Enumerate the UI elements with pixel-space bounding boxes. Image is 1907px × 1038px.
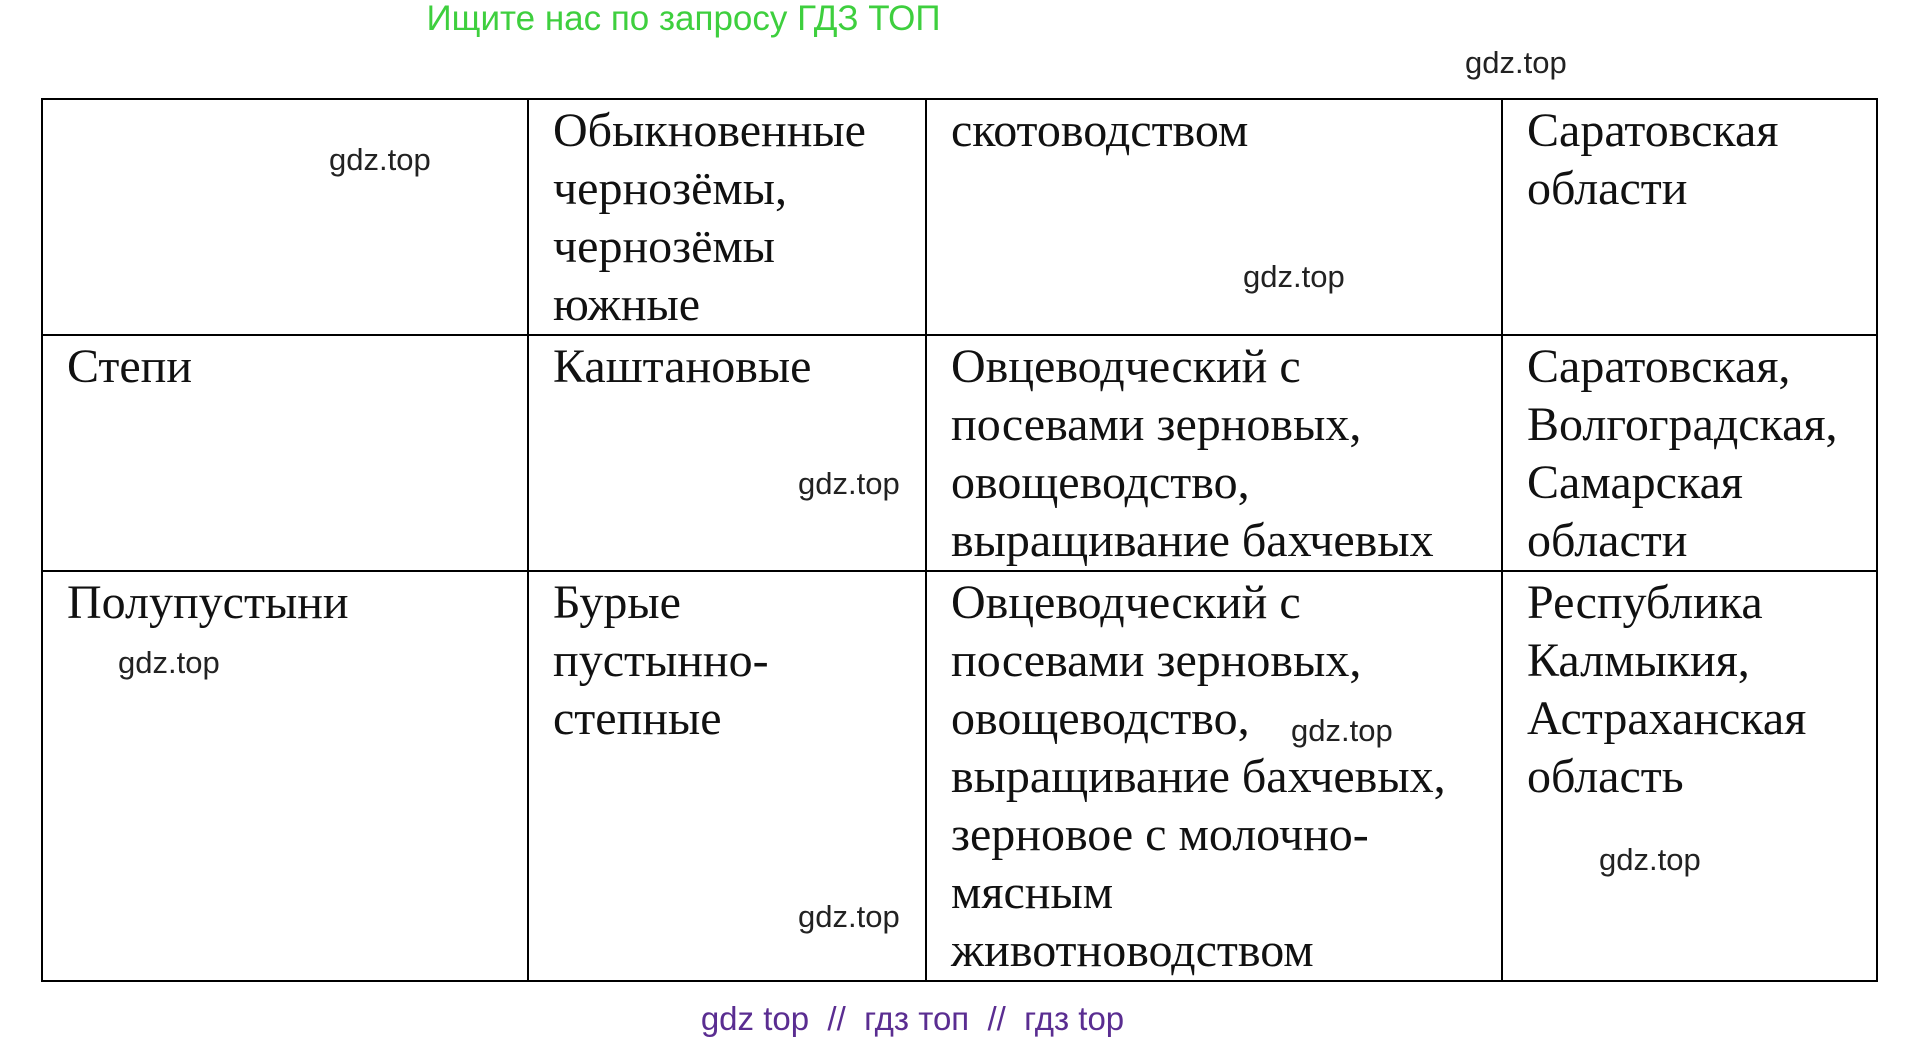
site-banner [0, 0, 1907, 38]
zone-cell [42, 99, 528, 335]
soil-cell: Каштановые [528, 335, 926, 571]
zone-cell: Полупустыни [42, 571, 528, 981]
watermark: gdz.top [1243, 259, 1345, 294]
watermark: gdz.top [1291, 713, 1393, 748]
regions-cell: Саратовская области [1502, 99, 1877, 335]
watermark: gdz.top [118, 645, 220, 680]
site-banner-text: Ищите нас по запросу ГДЗ ТОП [426, 0, 941, 38]
agriculture-cell: скотоводством [926, 99, 1502, 335]
watermark: gdz.top [798, 899, 900, 934]
zone-cell: Степи [42, 335, 528, 571]
site-footer-text: gdz top // гдз топ // гдз top [700, 1000, 1125, 1037]
soil-cell: Бурые пустынно- степные [528, 571, 926, 981]
table-row [42, 571, 1877, 981]
table-row [42, 335, 1877, 571]
table-row [42, 99, 1877, 335]
agriculture-cell: Овцеводческий с посевами зерновых, овощеводство, выращивание бахчевых [926, 335, 1502, 571]
regions-cell: Саратовская, Волгоградская, Самарская области [1502, 335, 1877, 571]
soil-cell: Обыкновенные чернозёмы, чернозёмы южные [528, 99, 926, 335]
watermark: gdz.top [329, 142, 431, 177]
watermark: gdz.top [1599, 842, 1701, 877]
regions-cell: Республика Калмыкия, Астраханская область [1502, 571, 1877, 981]
watermark: gdz.top [1465, 45, 1567, 80]
watermark: gdz.top [798, 466, 900, 501]
agriculture-cell: Овцеводческий с посевами зерновых, овощеводство, выращивание бахчевых, зерновое с молочно- мясным животноводством [926, 571, 1502, 981]
site-footer [0, 1000, 1907, 1038]
